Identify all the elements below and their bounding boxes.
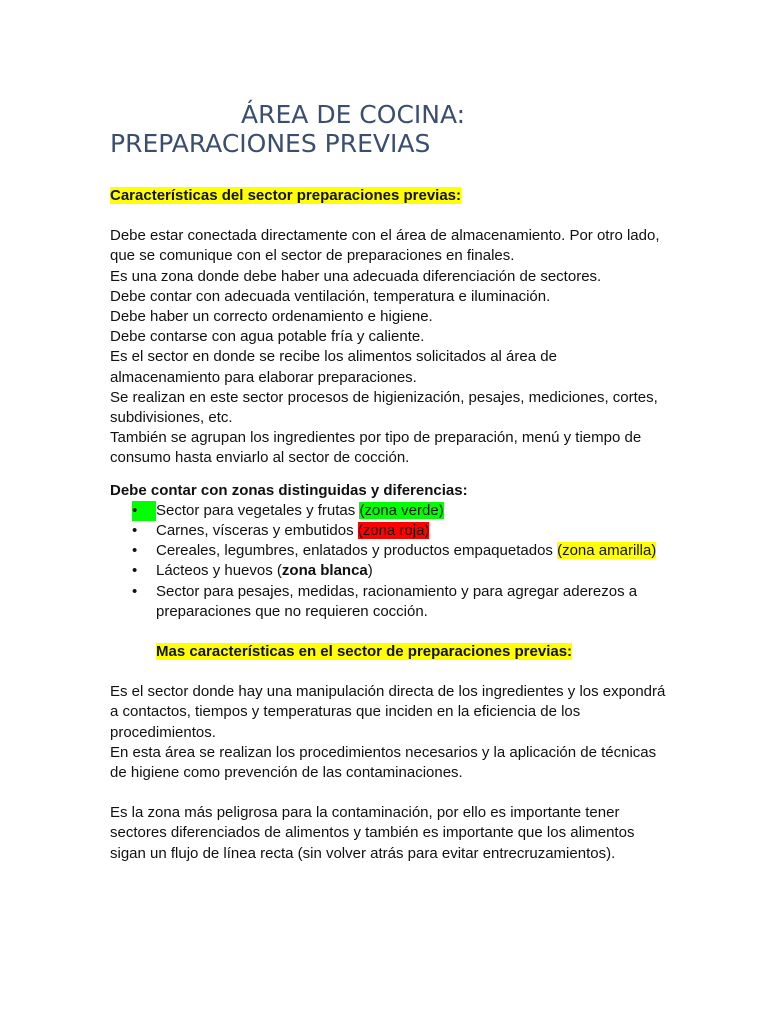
zones-heading: Debe contar con zonas distinguidas y diferencias: xyxy=(110,481,468,499)
zones-list xyxy=(110,501,670,622)
zone-item-text: Sector para pesajes, medidas, racionamiento y para agregar aderezos a preparaciones que no requieren cocción. xyxy=(156,582,638,620)
section1-heading xyxy=(110,186,670,206)
list-item xyxy=(110,521,670,541)
document-body xyxy=(110,186,670,864)
section1-item: Es el sector en donde se recibe los alimentos solicitados al área de almacenamiento para elaborar preparaciones. xyxy=(110,348,557,386)
list-item xyxy=(110,541,670,561)
section1-item: Debe estar conectada directamente con el área de almacenamiento. Por otro lado, que se comunique con el sector de preparaciones en finales. xyxy=(110,227,660,265)
zone-item-text: Carnes, vísceras y embutidos xyxy=(156,522,358,540)
zone-item-end: ) xyxy=(367,562,373,580)
zone-item-text: Lácteos y huevos ( xyxy=(156,562,282,580)
title-line-1: ÁREA DE COCINA: xyxy=(241,100,466,129)
list-item xyxy=(110,561,670,581)
list-item xyxy=(110,501,670,521)
list-item xyxy=(110,582,670,622)
section2-heading-text: Mas características en el sector de preparaciones previas: xyxy=(156,643,573,661)
section2-final: Es la zona más peligrosa para la contaminación, por ello es importante tener sectores diferenciados de alimentos y también es importante que los alimentos sigan un flujo de línea recta (sin volver atrás para evitar entrecruzamientos). xyxy=(110,804,635,862)
zone-label-yellow: (zona amarilla) xyxy=(557,542,657,560)
bullet-icon: • xyxy=(132,522,138,540)
bullet-icon: • xyxy=(132,562,138,580)
section1-heading-text: Características del sector preparaciones previas: xyxy=(110,187,462,204)
section2-item: En esta área se realizan los procedimientos necesarios y la aplicación de técnicas de higiene como prevención de las contaminaciones. xyxy=(110,743,657,782)
bullet-icon: • xyxy=(132,501,156,521)
zone-label-red: (zona roja) xyxy=(357,522,430,540)
section1-item: Se realizan en este sector procesos de higienización, pesajes, mediciones, cortes, subdivisiones, etc. xyxy=(110,388,658,427)
section1-item: Es una zona donde debe haber una adecuada diferenciación de sectores. xyxy=(110,267,602,285)
zone-label-white: zona blanca xyxy=(281,562,368,580)
section2-item: Es el sector donde hay una manipulación directa de los ingredientes y los expondrá a contactos, tiempos y temperaturas que inciden en la eficiencia de los procedimientos. xyxy=(110,683,666,741)
page-title xyxy=(110,100,710,158)
section1-item: Debe haber un correcto ordenamiento e higiene. xyxy=(110,308,433,326)
bullet-icon: • xyxy=(132,542,138,560)
section2-heading xyxy=(110,642,670,662)
zone-label-green: (zona verde) xyxy=(359,501,444,519)
title-line-2: PREPARACIONES PREVIAS xyxy=(110,129,431,158)
zone-item-text: Sector para vegetales y frutas xyxy=(156,501,360,519)
section1-item: Debe contarse con agua potable fría y caliente. xyxy=(110,328,425,346)
zone-item-text: Cereales, legumbres, enlatados y productos empaquetados xyxy=(156,542,558,560)
section1-item: Debe contar con adecuada ventilación, temperatura e iluminación. xyxy=(110,287,551,305)
bullet-icon: • xyxy=(132,582,138,600)
section1-item: También se agrupan los ingredientes por tipo de preparación, menú y tiempo de consumo hasta enviarlo al sector de cocción. xyxy=(110,429,642,467)
